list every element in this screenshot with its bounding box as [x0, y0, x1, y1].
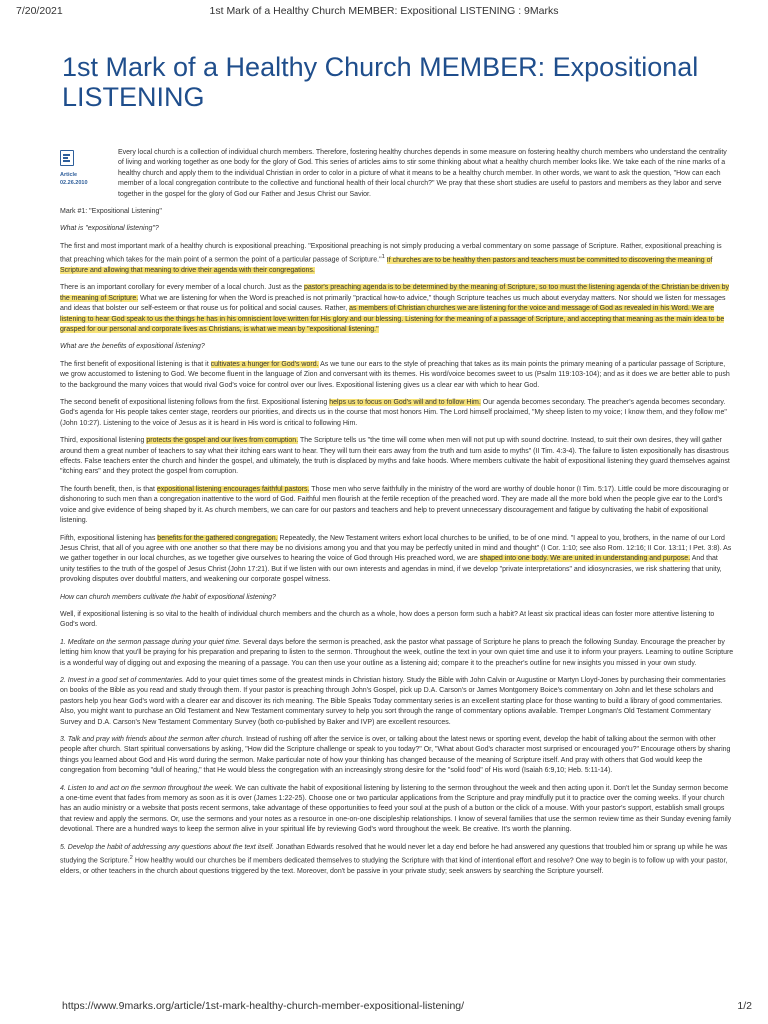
list-item: 4. Listen to and act on the sermon throughout the week. We can cultivate the habit of expositional listening by listening to the sermon throughout the week and then acting upon it. Don't let the Sunday sermon become a one-time event that fades from memory as soon as it is over (James 1:22-25). Choose one or two particular applications from the Scripture and pray mindfully put it to practice over the coming weeks. If your church has an audio ministry or a website that posts recent sermons, take advantage of these opportunities to feed your soul at the push of a button or the click of a mouse. With your pastor's support, establish small groups that review and apply the sermons. Or, use the sermons and your notes as a resource in one-on-one discipleship relationships. I know of several families that use the sermon review time as their Sunday evening family devotional. There are a hundred ways to keep the sermon alive in your spiritual life by reviewing God's word throughout the week. Be creative. It's worth the planning. — [60, 784, 732, 834]
question-heading: How can church members cultivate the habit of expositional listening? — [60, 593, 276, 601]
highlighted-text: benefits for the gathered congregation. — [157, 534, 278, 542]
mark-heading: Mark #1: "Expositional Listening" — [60, 208, 162, 216]
print-date: 7/20/2021 — [16, 5, 63, 17]
article-date: 02.26.2010 — [60, 180, 88, 186]
footnote-ref[interactable]: 1 — [381, 254, 385, 261]
body-paragraph: The fourth benefit, then, is that expositional listening encourages faithful pastors. Those men who serve faithfully in the ministry of the word are worthy of double honor (I Tim. 5:17). Little could be more discouraging or dishonoring to such men than a congregation inattentive to the word of God. Faithful men flourish at the fertile reception of the preached word. They are made all the more bold when the people give ear to the Lord's voice and give evidence of being shaped by it. As church members, we can care for our pastors and teachers and help to prevent unnecessary discouragement and fatigue by cultivating the habit of expositional listening. — [60, 485, 729, 525]
print-page-title: 1st Mark of a Healthy Church MEMBER: Expositional LISTENING : 9Marks — [209, 5, 559, 17]
body-paragraph: There is an important corollary for every member of a local church. Just as the pastor's preaching agenda is to be determined by the meaning of Scripture, so too must the listening agenda of the Christian be driven by the meaning of Scripture. What we are listening for when the Word is preached is not primarily "practical how-to advice," though Scripture teaches us much about everyday matters. Nor should we listen for messages and ideas that bolster our self-esteem or that rouse us for political and social causes. Rather, as members of Christian churches we are listening for the voice and message of God as revealed in his Word. We are listening to hear God speak to us the things he has in his omniscient love written for His glory and our blessing. Listening for the meaning of a passage of Scripture, and accepting that meaning as the main idea to be grasped for our personal and corporate lives as Christians, is what we mean by "expositional listening." — [60, 284, 730, 334]
article-body — [60, 148, 734, 986]
question-heading: What are the benefits of expositional listening? — [60, 343, 205, 351]
list-item: 1. Meditate on the sermon passage during your quiet time. Several days before the sermon is preached, ask the pastor what passage of Scripture he plans to preach the following Sunday. Encourage the preacher by letting him know that you'll be praying for his preparation and preparing to listen to the sermon. Throughout the week, outline the text in your own quiet time and use it to inform your prayers. Learning to outline Scripture is a wonderful way of digging out and exposing the meaning of a passage. You can then use your outline as a listening aid; compare it to the preacher's outline for new insights you missed in your own study. — [60, 638, 734, 667]
intro-paragraph: Every local church is a collection of individual church members. Therefore, fostering healthy churches depends in some measure on fostering healthy church members who understand the centrality of living and working together as one body for the glory of God. This series of articles aims to stir some thinking about what a healthy church member looks like. We take each of the nine marks of a healthy church and apply them to the individual Christian in order to color in a picture of what it means to be a healthy church member. In other words, we want to ask the question, "How can each member of a local congregation contribute to the collective and functional health of their local church?" We pray that these short studies are useful to pastors and members as they labor and serve together in the gospel for the glory of God our Father and Jesus Christ our Savior. — [118, 149, 727, 198]
footnote-ref[interactable]: 2 — [129, 855, 133, 862]
body-paragraph: The second benefit of expositional listening follows from the first. Expositional listening helps us to focus on God's will and to follow Him. Our agenda becomes secondary. The preacher's agenda becomes secondary. God's agenda for His people takes center stage, reorders our priorities, and directs us in the course that most honors Him. The Lord himself proclaimed, "My sheep listen to my voice; I know them, and they follow me" (John 10:27). Listening to the voice of Jesus as it is heard in His word is critical to following Him. — [60, 399, 727, 427]
highlighted-text: protects the gospel and our lives from corruption. — [146, 437, 299, 445]
body-paragraph: The first and most important mark of a healthy church is expositional preaching. "Expositional preaching is not simply producing a verbal commentary on some passage of Scripture. Rather, expositional preaching is that preaching which takes for the main point of a sermon the point of a particular passage of Scripture."$^1$ If churches are to be healthy then pastors and teachers must be committed to discovering the meaning of Scripture and allowing that meaning to drive their agenda with their congregations. — [60, 242, 722, 274]
body-paragraph: Third, expositional listening protects the gospel and our lives from corruption. The Scripture tells us "the time will come when men will not put up with sound doctrine. Instead, to suit their own desires, they will gather around them a great number of teachers to say what their itching ears want to hear. They will turn their ears away from the truth and turn aside to myths" (II Tim. 4:3-4). The failure to listen expositionally has disastrous effects. False teachers enter the church and hinder the gospel, and ultimately, the truth is displaced by myths and fake hoods. Where members cultivate the habit of expositional listening they guard themselves against "itching ears" and they protect the gospel from corruption. — [60, 437, 730, 476]
list-item: 3. Talk and pray with friends about the sermon after church. Instead of rushing off after the service is over, or talking about the latest news or sporting event, develop the habit of talking about the sermon with other people after church. Start spiritual conversations by asking, "How did the Scripture challenge or speak to you today?" Or, "What about God's character most surprised or encouraged you?" Encourage others by sharing things you learned about God and His word during the sermon. Make particular note of how your thinking has changed because of the meaning of Scripture itself. And pray with others that God would keep the congregation from becoming "dull of hearing," that He would bless the congregation with an increasingly strong desire for the "solid food" of His word (Isaiah 6:9,10; Heb. 5:11-14). — [60, 736, 731, 775]
highlighted-text: cultivates a hunger for God's word. — [210, 360, 319, 368]
body-paragraph: Fifth, expositional listening has benefits for the gathered congregation. Repeatedly, the New Testament writers exhort local churches to be unified, to be of one mind. "I appeal to you, brothers, in the name of our Lord Jesus Christ, that all of you agree with one another so that there may be no divisions among you and that you may be perfectly united in mind and thought" (I Cor. 1:10; see also Rom. 12:16; II Cor. 13:11; I Pet. 3:8). As we gather together in our local churches, as we together give ourselves to hearing the voice of God through His preached word, we are shaped into one body. We are united in understanding and purpose. And that unity testifies to the truth of the gospel of Jesus Christ (John 17:21). But if we listen with our own interests and agendas in mind, if we develop "private interpretations" and idiosyncrasies, we risk shattering that unity, provoking disputes over doubtful matters, and weakening our corporate gospel witness. — [60, 534, 732, 584]
highlighted-text: helps us to focus on God's will and to follow Him. — [329, 399, 481, 407]
highlighted-text: shaped into one body. We are united in understanding and purpose. — [479, 555, 691, 563]
highlighted-text: If churches are to be healthy then pastors and teachers must be committed to discovering the meaning of Scripture and allowing that meaning to drive their agenda with their congregations. — [60, 256, 713, 274]
list-item: 5. Develop the habit of addressing any questions about the text itself. Jonathan Edwards resolved that he would never let a day end before he had answered any questions that troubled him or sprang up while he was studying the Scripture.$^2$ How healthy would our churches be if members dedicated themselves to studying the Scripture with that kind of intentional effort and resolve? One way to begin is to follow up with your pastor, elders, or other teachers in the church about questions triggered by the text. Moreover, don't be passive in your private study; seek answers by searching the Scripture yourself. — [60, 843, 728, 875]
article-type: Article — [60, 172, 78, 178]
body-paragraph: Well, if expositional listening is so vital to the health of individual church members and the church as a whole, how does a person form such a habit? At least six practical ideas can foster more attentive listening to God's word. — [60, 610, 715, 629]
body-paragraph: The first benefit of expositional listening is that it cultivates a hunger for God's word. As we tune our ears to the style of preaching that takes as its main points the primary meaning of a particular passage of Scripture, we grow accustomed to listening to God. We become fluent in the language of Zion and conversant with its themes. His word/voice becomes sweet to us (Psalm 119:103-104); and as it does we are better able to push to the background the many voices that would rival God's voice for control over our lives. Expositional listening gives us a clear ear with which to hear God. — [60, 360, 730, 389]
print-footer — [0, 1000, 768, 1014]
print-header — [0, 5, 768, 19]
highlighted-text: pastor's preaching agenda is to be determined by the meaning of Scripture, so too must the listening agenda of the Christian be driven by the meaning of Scripture. — [60, 284, 730, 302]
highlighted-text: expositional listening encourages faithful pastors. — [156, 485, 310, 493]
page-url[interactable]: https://www.9marks.org/article/1st-mark-healthy-church-member-expositional-listening/ — [62, 1000, 465, 1012]
page-number: 1/2 — [737, 1000, 752, 1012]
question-heading: What is "expositional listening"? — [60, 225, 159, 233]
list-item: 2. Invest in a good set of commentaries. Add to your quiet times some of the greatest minds in Christian history. Study the Bible with John Calvin or Augustine or Martyn Lloyd-Jones by purchasing their commentaries on books of the Bible as you read and study through them. If your pastor is preaching through John's Gospel, pick up D.A. Carson's or James Montgomery Boice's commentary on John and let these scholars and pastors help you hear God's word with a clearer ear and discover its rich meaning. The Bible Speaks Today commentary series is an excellent starting place for those wanting to build a library of good commentaries. Also, you might want to purchase an Old Testament and New Testament commentary survey to help you sort through the range of commentary options available. Tremper Longman's Old Testament Commentary Survey and D.A. Carson's New Testament Commentary Survey (both co-published by Baker and IVP) are excellent resources. — [60, 676, 726, 726]
highlighted-text: as members of Christian churches we are listening for the voice and message of God as revealed in his Word. We are listening to hear God speak to us the things he has in his omniscient love written for His glory and our blessing. Listening for the meaning of a passage of Scripture, and accepting that meaning as the main idea to be grasped for our personal and corporate lives as Christians, is what we mean by "expositional listening." — [60, 305, 725, 334]
article-title: 1st Mark of a Healthy Church MEMBER: Expositional LISTENING — [62, 52, 699, 112]
